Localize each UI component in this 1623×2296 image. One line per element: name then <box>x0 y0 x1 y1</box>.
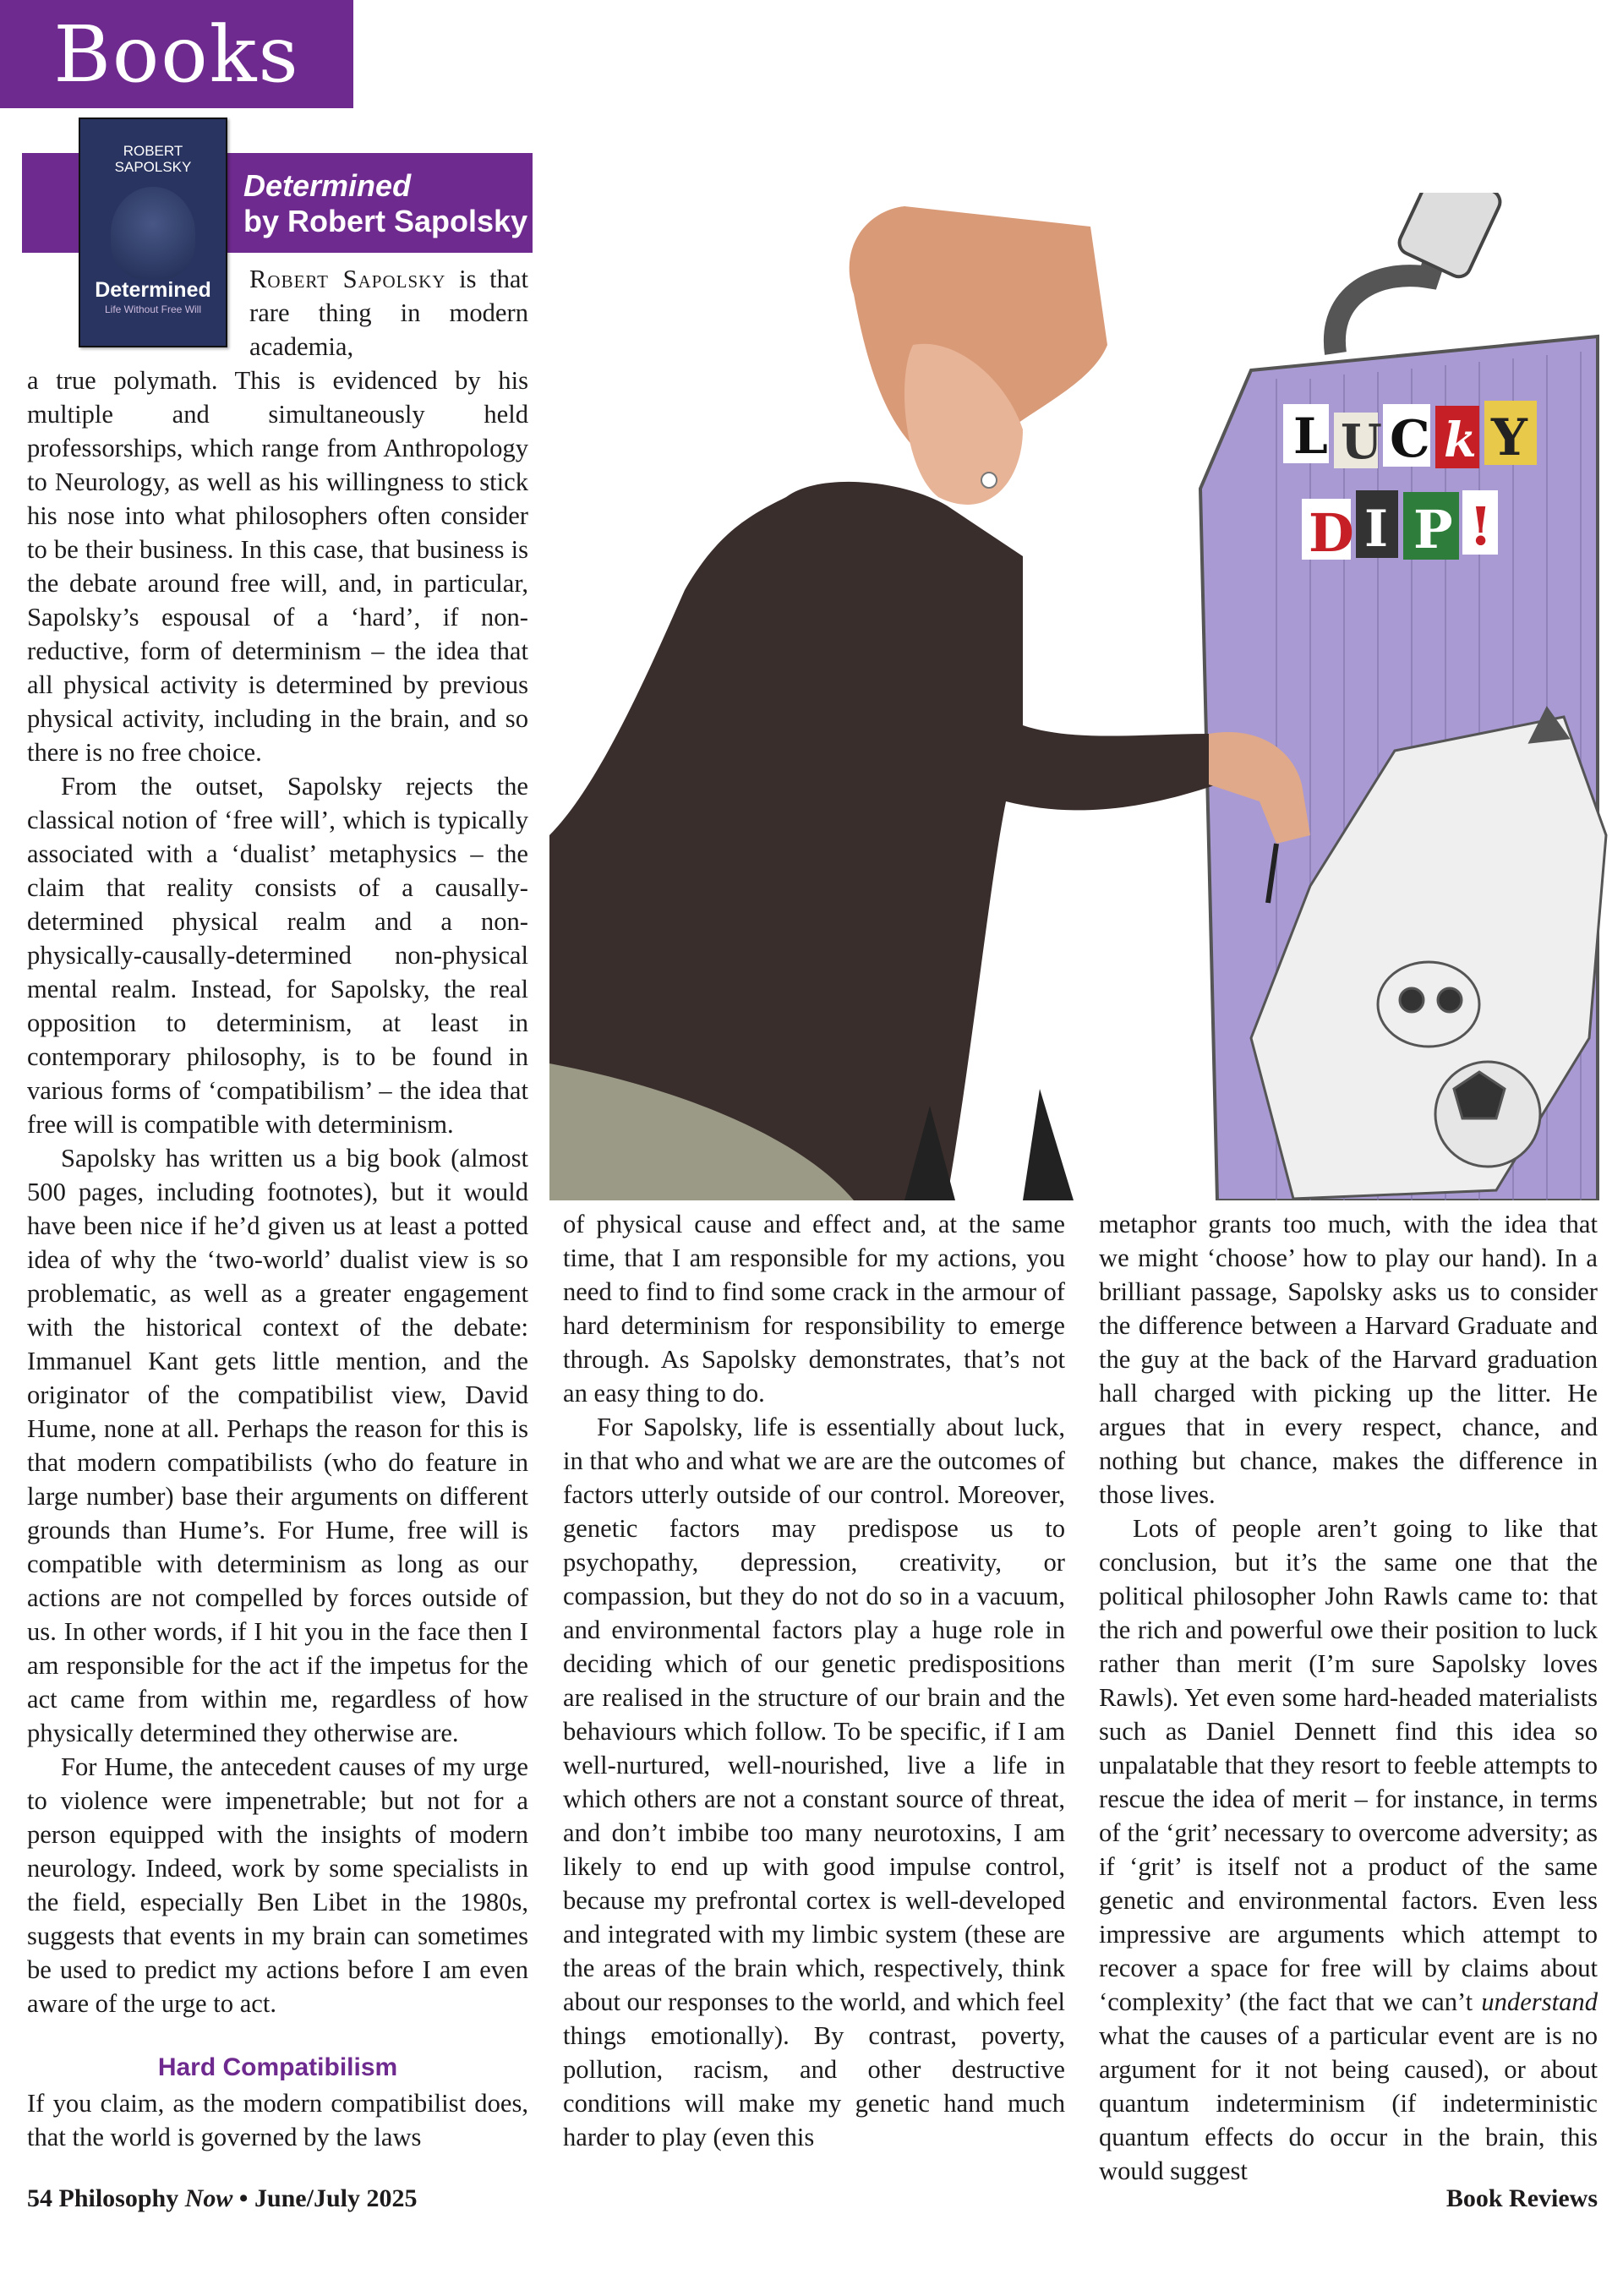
svg-text:Y: Y <box>1491 408 1527 467</box>
paragraph-1-rest: a true polymath. This is evidenced by his multiple and simultaneously held professorships, which range from Anthropology to Neurology, as well as his willingness to stick his nose into what philosophers often consider to be their business. In this case, that business is the debate around free will, and, in particular, Sapolsky’s espousal of a ‘hard’, if non-reductive, form of determinism – the idea that all physical activity is determined by previous physical activity, including in the brain, and so there is no free choice. <box>27 366 528 767</box>
svg-text:C: C <box>1390 410 1430 469</box>
crank-handle <box>1335 252 1437 353</box>
book-byline: by Robert Sapolsky <box>243 204 528 238</box>
page-number: 54 <box>27 2184 52 2212</box>
paragraph-4: For Hume, the antecedent causes of my urge to violence were impenetrable; but not for a person equipped with the insights of modern neurology. Indeed, work by some specialists in the field, especially Ben Libet in the 1980s, suggests that events in my brain can sometimes be used to predict my actions before I am even aware of the urge to act. <box>27 1752 528 2018</box>
column-1-top <box>249 262 528 364</box>
cover-title: Determined <box>95 278 211 302</box>
column-1 <box>27 364 528 2154</box>
book-cover <box>79 118 227 347</box>
subhead-hard-compatibilism: Hard Compatibilism <box>157 2053 398 2081</box>
svg-text:I: I <box>1364 500 1389 559</box>
paragraph-5-continued: of physical cause and effect and, at the same time, that I am responsible for my actions, you need to find to find some crack in the armour of hard determinism for responsibility to emerge through. As Sapolsky demonstrates, that’s not an easy thing to do. <box>563 1210 1065 1408</box>
book-title: Determined <box>243 168 412 203</box>
footer-left <box>27 2184 417 2213</box>
dropcap-text: Robert Sapolsky <box>249 265 446 293</box>
column-2 <box>563 1207 1065 2154</box>
paragraph-5: If you claim, as the modern compatibilist does, that the world is governed by the laws <box>27 2089 528 2151</box>
paragraph-6-continued: metaphor grants too much, with the idea that we might ‘choose’ how to play our hand). In a brilliant passage, Sapolsky asks us to consider the difference between a Harvard Graduate and the guy at the back of the Harvard graduation hall charged with picking up the litter. He argues that in every respect, chance, and nothing but chance, makes the difference in those lives. <box>1099 1210 1598 1509</box>
emphasis-understand: understand <box>1481 1987 1598 2016</box>
svg-text:L: L <box>1293 407 1328 465</box>
section-title: Books <box>53 8 300 100</box>
cover-subtitle: Life Without Free Will <box>104 303 202 315</box>
footer-bullet: • <box>238 2184 249 2212</box>
earring <box>981 473 997 488</box>
svg-text:k: k <box>1444 413 1477 468</box>
paragraph-6: For Sapolsky, life is essentially about luck, in that who and what we are are the outcomes of factors utterly outside of our control. Moreover, genetic factors may predispose us to psychopathy, depression, creativity, or compassion, but they do not do so in a vacuum, and environmental factors play a huge role in deciding which of our genetic predispositions are realised in the structure of our brain and the behaviours which follow. To be specific, if I am well-nurtured, well-nourished, live a life in which others are not a constant source of threat, and don’t imbibe too many neurotoxins, I am likely to end up with good impulse control, because my prefrontal cortex is well-developed and integrated with my limbic system (these are the areas of the brain which, respectively, think about our responses to the world, and which feel things emotionally). By contrast, poverty, pollution, racism, and other destructive conditions will make my genetic hand much harder to play (even this <box>563 1413 1065 2151</box>
cover-head-icon <box>111 187 195 280</box>
svg-text:U: U <box>1341 414 1382 470</box>
paragraph-3: Sapolsky has written us a big book (almost 500 pages, including footnotes), but it would have been nice if he’d given us at least a potted idea of why the ‘two-world’ dualist view is so problematic, as well as a greater engagement with the historical context of the debate: Immanuel Kant gets little mention, and the originator of the compatibilist view, David Hume, none at all. Perhaps the reason for this is that modern compatibilists (who do feature in large number) base their arguments on different grounds than Hume’s. For Hume, free will is compatible with determinism as long as our actions are not compelled by forces outside of us. In other words, if I hit you in the face then I am responsible for the act if the impetus for the act came from within me, regardless of how physically determined they otherwise are. <box>27 1144 528 1747</box>
paragraph-7: Lots of people aren’t going to like that conclusion, but it’s the same one that the political philosopher John Rawls came to: that the rich and powerful owe their position to luck rather than merit (I’m sure Sapolsky loves Rawls). Yet even some hard-headed materialists such as Daniel Dennett find this idea so unpalatable that they resort to feeble attempts to rescue the idea of merit – for instance, in terms of the ‘grit’ necessary to overcome adversity; as if ‘grit’ is itself not a product of the same genetic and environmental factors. Even less impressive are arguments which attempt to recover a space for free will by claims about ‘complexity’ (the fact that we can’t understand what the causes of a particular event are is no argument for it not being caused), or about quantum indeterminism (if indeterministic quantum effects do occur in the brain, this would suggest <box>1099 1514 1598 2185</box>
column-3 <box>1099 1207 1598 2188</box>
magazine-name-a: Philosophy <box>58 2184 179 2212</box>
svg-text:P: P <box>1413 499 1453 560</box>
issue-date: June/July 2025 <box>254 2184 418 2212</box>
svg-text:D: D <box>1309 502 1354 564</box>
cover-author: ROBERT SAPOLSKY <box>114 143 192 175</box>
review-heading <box>243 168 527 239</box>
footer-section: Book Reviews <box>1445 2184 1598 2212</box>
p1-text-wrap: is that rare thing in modern academia, <box>249 265 528 361</box>
paragraph-2: From the outset, Sapolsky rejects the classical notion of ‘free will’, which is typically associated with a ‘dualist’ metaphysics – the claim that reality consists of a causally-determined physical realm and a non-physically-causally-determined non-physical mental realm. Instead, for Sapolsky, the real opposition to determinism, at least in contemporary philosophy, is to be found in various forms of ‘compatibilism’ – the idea that free will is compatible with determinism. <box>27 772 528 1139</box>
paragraph-1-start <box>249 262 528 364</box>
magazine-name-b: Now <box>184 2184 233 2212</box>
section-tab <box>0 0 353 108</box>
lucky-dip-illustration <box>549 193 1623 1200</box>
svg-text:!: ! <box>1469 495 1493 557</box>
